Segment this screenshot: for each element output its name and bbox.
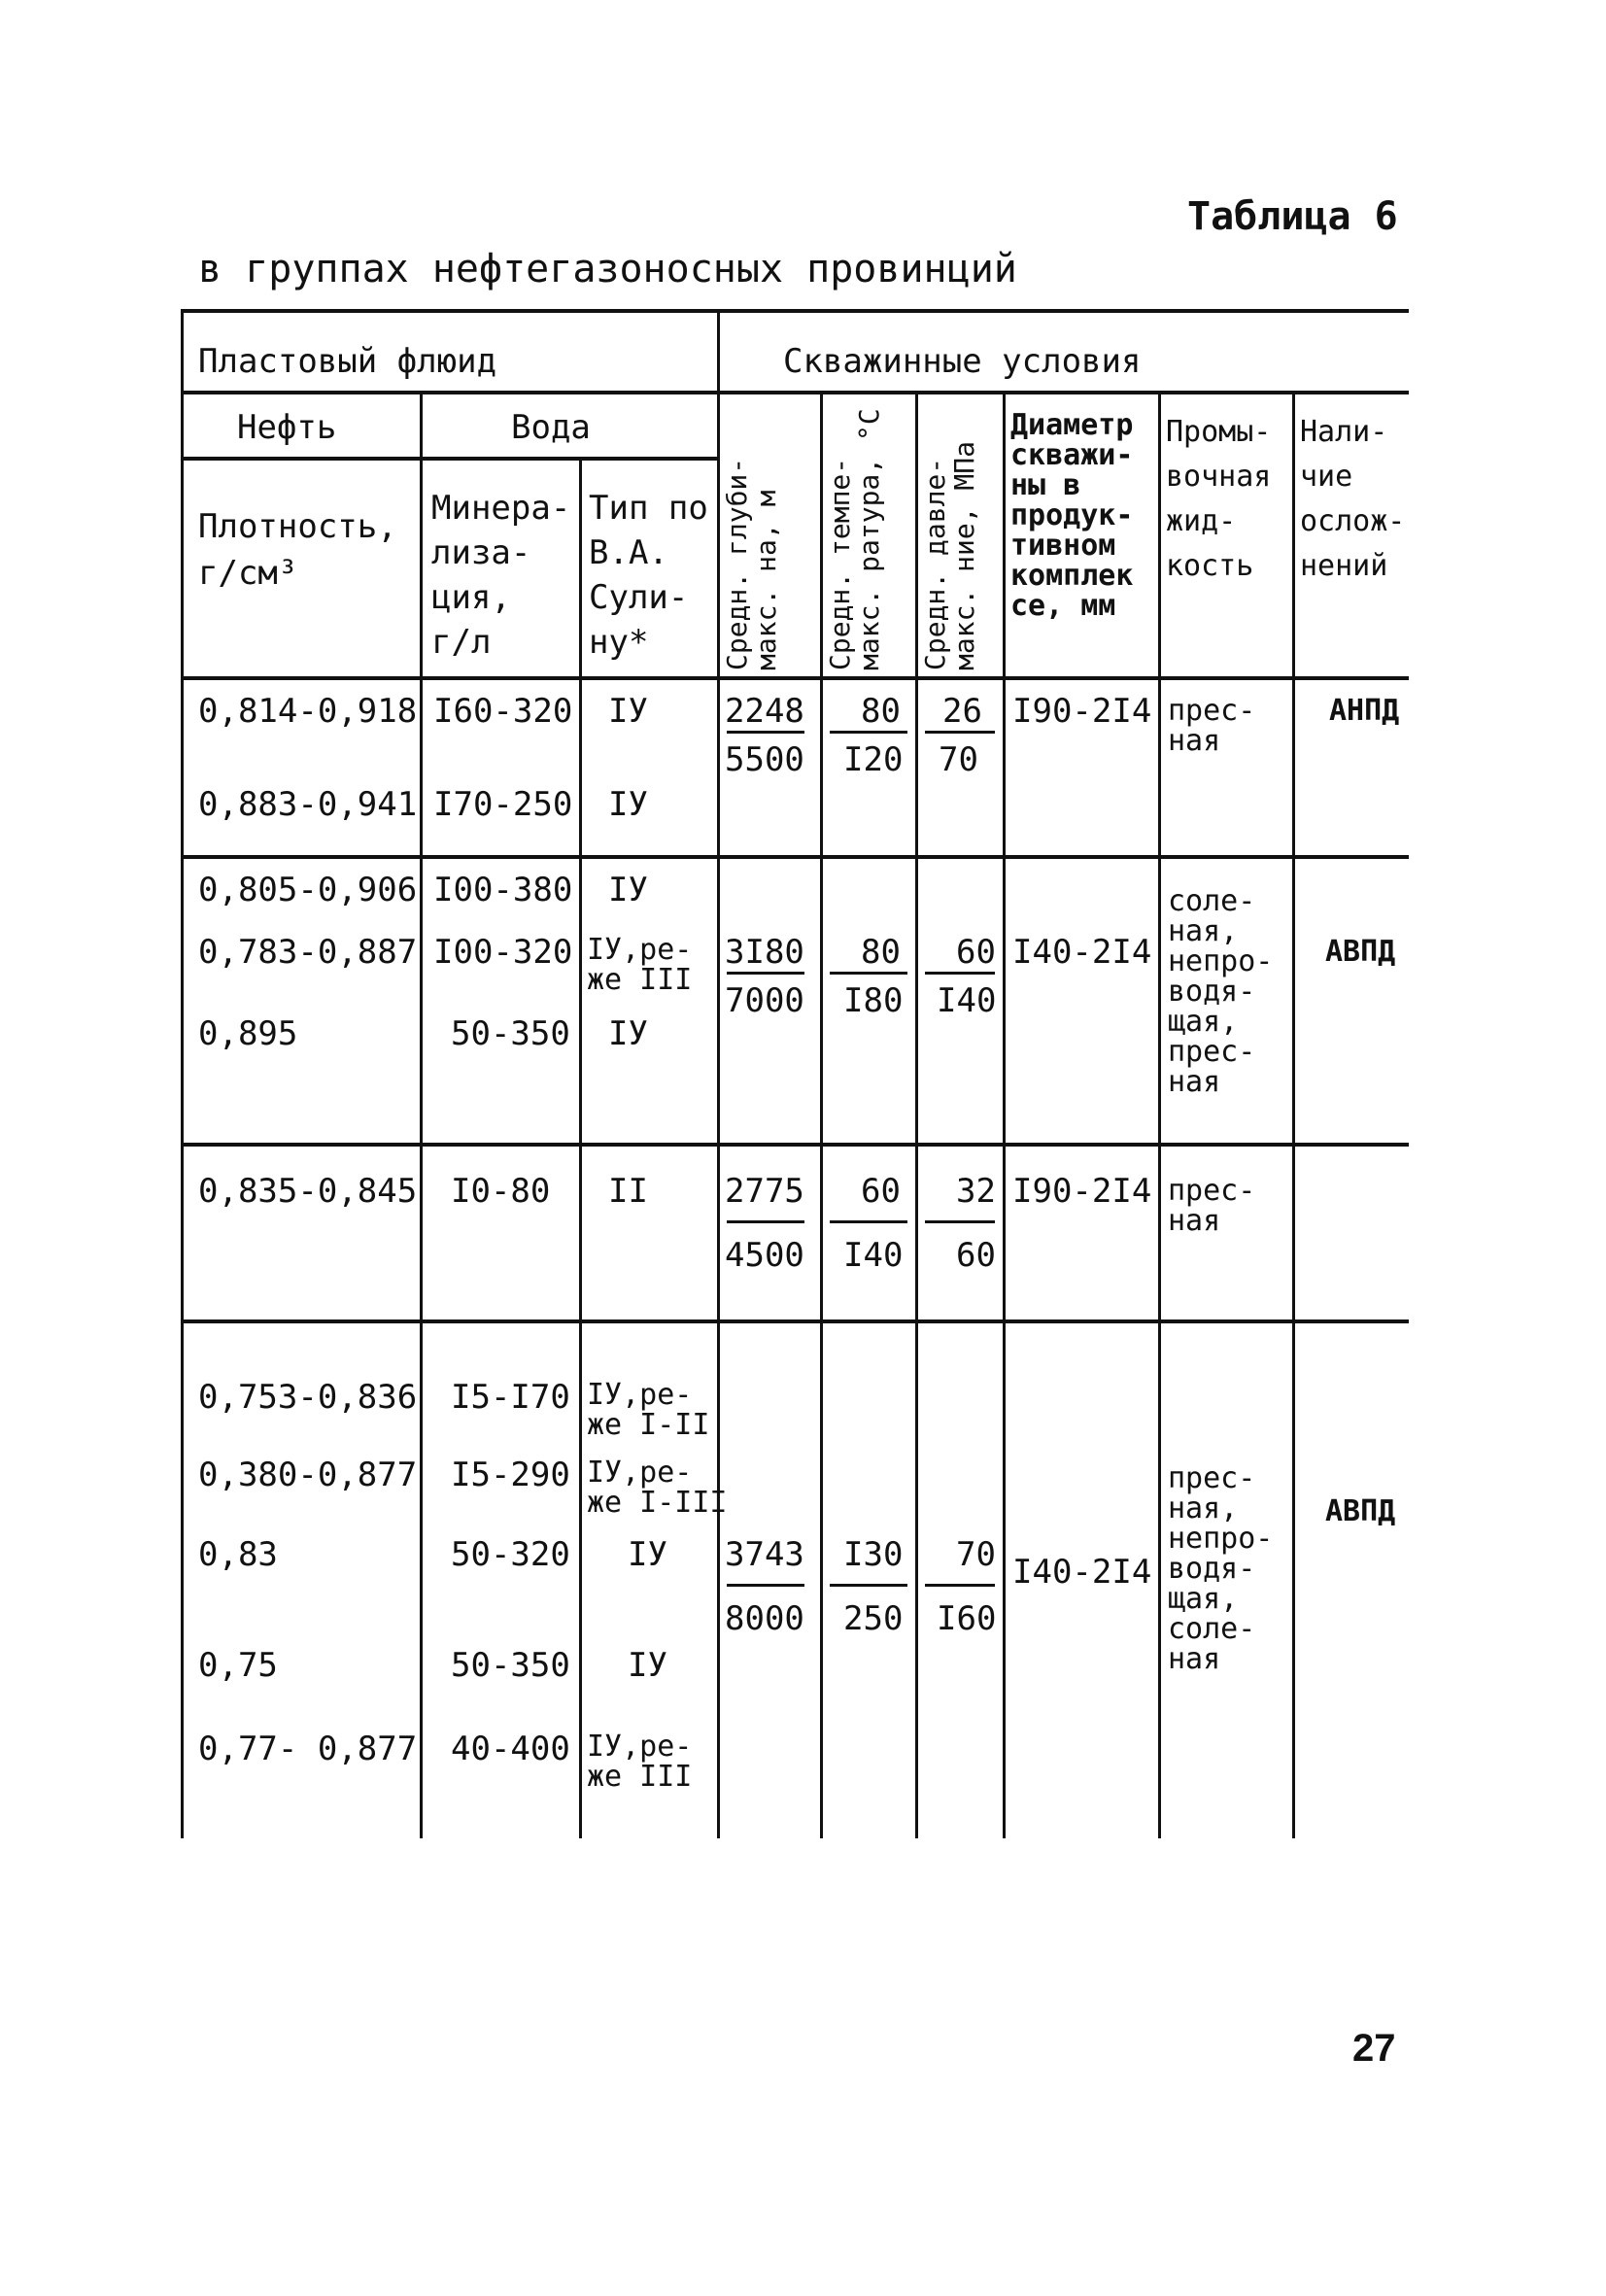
sulin-type-value: II (608, 1172, 648, 1211)
pressure-avg: 32 (956, 1172, 996, 1211)
sulin-type-value: IУ (608, 1014, 648, 1053)
density-value: 0,75 (198, 1646, 278, 1685)
density-value: 0,380-0,877 (198, 1456, 418, 1494)
pressure-avg: 70 (956, 1535, 996, 1574)
fluid-value: соле- ная, непро- водя- щая, прес- ная (1168, 884, 1274, 1099)
mineralization-value: I5-290 (451, 1456, 570, 1494)
density-value: 0,83 (198, 1535, 278, 1574)
sulin-type-value: IУ,ре- же III (587, 1730, 693, 1794)
header-diameter: Диаметр скважи- ны в продук- тивном комплек се, мм (1010, 408, 1134, 623)
mineralization-value: I00-380 (433, 871, 573, 909)
depth-max: 8000 (725, 1599, 804, 1638)
pressure-max: 70 (939, 740, 978, 779)
temperature-max: I40 (843, 1236, 904, 1275)
rule-header-1 (181, 391, 1409, 394)
temperature-avg: 80 (861, 933, 901, 972)
header-fluid: Промы- вочная жид- кость (1166, 415, 1272, 583)
complications-value: АВПД (1325, 935, 1396, 969)
mineralization-value: 50-320 (451, 1535, 570, 1574)
sulin-type-value: IУ,ре- же III (587, 933, 693, 997)
depth-max: 5500 (725, 740, 804, 779)
fraction-line (925, 731, 995, 734)
density-value: 0,805-0,906 (198, 871, 418, 909)
sulin-type-value: IУ (628, 1646, 667, 1685)
fraction-line (727, 1584, 804, 1587)
fraction-line (830, 972, 907, 975)
mineralization-value: 40-400 (451, 1730, 570, 1768)
density-value: 0,77- 0,877 (198, 1730, 418, 1768)
col-rule-0 (181, 309, 184, 1838)
table-subtitle: в группах нефтегазоносных провинций (198, 247, 1017, 291)
depth-avg: 2248 (725, 692, 804, 731)
pressure-avg: 26 (942, 692, 982, 731)
mineralization-value: 50-350 (451, 1014, 570, 1053)
depth-avg: 2775 (725, 1172, 804, 1211)
col-rule-4 (820, 391, 823, 1838)
diameter-value: I90-2I4 (1012, 1172, 1152, 1211)
col-rule-2 (579, 457, 582, 1838)
diameter-value: I40-2I4 (1012, 1553, 1152, 1592)
temperature-avg: 80 (861, 692, 901, 731)
header-group-fluid: Пластовый флюид (198, 342, 497, 381)
diameter-value: I90-2I4 (1012, 692, 1152, 731)
fraction-line (727, 972, 804, 975)
fluid-value: прес- ная (1168, 694, 1256, 758)
header-pressure: Средн. давле- макс. ние, МПа (919, 440, 980, 670)
fluid-value: прес- ная (1168, 1174, 1256, 1238)
sulin-type-value: IУ (608, 785, 648, 824)
density-value: 0,783-0,887 (198, 933, 418, 972)
fraction-line (925, 972, 995, 975)
fluid-value: прес- ная, непро- водя- щая, соле- ная (1168, 1461, 1274, 1676)
header-oil: Нефть (237, 408, 337, 447)
rule-group-2 (181, 1143, 1409, 1147)
header-mineralization: Минера- лиза- ция, г/л (431, 489, 571, 662)
col-rule-3 (717, 309, 720, 1838)
depth-avg: 3743 (725, 1535, 804, 1574)
pressure-max: I60 (937, 1599, 997, 1638)
pressure-avg: 60 (956, 933, 996, 972)
fraction-line (727, 1220, 804, 1223)
header-sulin-type: Тип по В.А. Сули- ну* (589, 489, 708, 662)
depth-avg: 3I80 (725, 933, 804, 972)
header-temperature: Средн. темпе- макс. ратура, °С (824, 408, 885, 670)
temperature-max: 250 (843, 1599, 904, 1638)
sulin-type-value: IУ (608, 692, 648, 731)
header-density: Плотность, г/см³ (198, 507, 397, 593)
mineralization-value: I70-250 (433, 785, 573, 824)
pressure-max: 60 (956, 1236, 996, 1275)
col-rule-6 (1003, 391, 1006, 1838)
col-rule-1 (420, 391, 423, 1838)
mineralization-value: I5-I70 (451, 1378, 570, 1417)
pressure-max: I40 (937, 981, 997, 1020)
col-rule-7 (1158, 391, 1161, 1838)
rule-group-3 (181, 1319, 1409, 1323)
density-value: 0,835-0,845 (198, 1172, 418, 1211)
rule-header-2 (181, 457, 717, 461)
density-value: 0,883-0,941 (198, 785, 418, 824)
header-complications: Нали- чие ослож- нений (1300, 415, 1406, 583)
sulin-type-value: IУ,ре- же I-III (587, 1456, 728, 1520)
fraction-line (830, 1584, 907, 1587)
col-rule-8 (1292, 391, 1295, 1838)
fraction-line (830, 1220, 907, 1223)
complications-value: АВПД (1325, 1494, 1396, 1528)
diameter-value: I40-2I4 (1012, 933, 1152, 972)
density-value: 0,753-0,836 (198, 1378, 418, 1417)
rule-group-1 (181, 855, 1409, 859)
rule-top (181, 309, 1409, 313)
mineralization-value: I60-320 (433, 692, 573, 731)
sulin-type-value: IУ (628, 1535, 667, 1574)
density-value: 0,814-0,918 (198, 692, 418, 731)
table-label: Таблица 6 (1187, 194, 1398, 239)
temperature-avg: I30 (843, 1535, 904, 1574)
temperature-max: I20 (843, 740, 904, 779)
header-water: Вода (511, 408, 591, 447)
mineralization-value: I0-80 (451, 1172, 551, 1211)
density-value: 0,895 (198, 1014, 298, 1053)
col-rule-5 (915, 391, 918, 1838)
fraction-line (727, 731, 804, 734)
fraction-line (925, 1584, 995, 1587)
depth-max: 7000 (725, 981, 804, 1020)
complications-value: АНПД (1329, 694, 1400, 728)
sulin-type-value: IУ (608, 871, 648, 909)
mineralization-value: 50-350 (451, 1646, 570, 1685)
sulin-type-value: IУ,ре- же I-II (587, 1378, 710, 1442)
fraction-line (925, 1220, 995, 1223)
fraction-line (830, 731, 907, 734)
temperature-max: I80 (843, 981, 904, 1020)
mineralization-value: I00-320 (433, 933, 573, 972)
rule-header-3 (181, 676, 1409, 680)
temperature-avg: 60 (861, 1172, 901, 1211)
header-group-well: Скважинные условия (783, 342, 1142, 381)
depth-max: 4500 (725, 1236, 804, 1275)
page-number: 27 (1352, 2027, 1396, 2070)
header-depth: Средн. глуби- макс. на, м (721, 457, 782, 670)
